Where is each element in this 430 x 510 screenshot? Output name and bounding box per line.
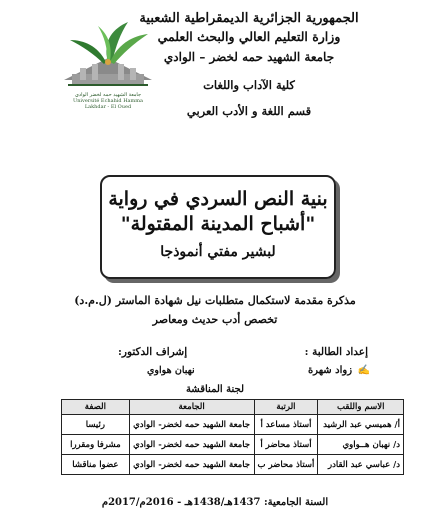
- pen-icon: ✍: [357, 365, 370, 376]
- table-row: [62, 435, 404, 455]
- jury-university: جامعة الشهيد حمه لخضر- الوادي: [129, 435, 254, 455]
- republic-title: الجمهورية الجزائرية الديمقراطية الشعبية: [139, 11, 359, 26]
- committee-label: لجنة المناقشة: [185, 384, 245, 395]
- jury-university: جامعة الشهيد حمه لخضر- الوادي: [129, 455, 254, 475]
- jury-name: د/ عباسي عبد القادر: [318, 455, 404, 475]
- jury-rank: أستاذ مساعد أ: [254, 415, 318, 435]
- table-header-row: [62, 400, 404, 415]
- supervisor-name: نهبان هواوي: [147, 365, 195, 376]
- logo-caption-ar: جامعة الشهيد حمه لخضر الوادي: [74, 92, 142, 98]
- header-university: الجامعة: [129, 400, 254, 415]
- thesis-title-box: [100, 175, 336, 279]
- faculty-title: كلية الآداب واللغات: [203, 78, 295, 92]
- thesis-title-line2: "أشباح المدينة المقتولة": [120, 213, 316, 235]
- student: [308, 365, 370, 376]
- prepared-by-label: إعداد الطالبة :: [304, 346, 368, 358]
- jury-name: د/ نهبان هــواوي: [318, 435, 404, 455]
- department-title: قسم اللغة و الأدب العربي: [186, 104, 312, 118]
- specialty: تخصص أدب حديث ومعاصر: [152, 313, 278, 326]
- table-row: [62, 415, 404, 435]
- student-name: زواد شهرة: [307, 365, 353, 376]
- jury-rank: أستاذ محاضر ب: [254, 455, 318, 475]
- supervisor-label: إشراف الدكتور:: [118, 346, 188, 358]
- jury-role: مشرفا ومقررا: [62, 435, 130, 455]
- jury-table: [61, 399, 404, 475]
- table-row: [62, 455, 404, 475]
- thesis-note: مذكرة مقدمة لاستكمال متطلبات نيل شهادة الماستر (ل.م.د): [74, 294, 356, 307]
- ministry-title: وزارة التعليم العالي والبحث العلمي: [157, 29, 341, 44]
- jury-role: عضوا مناقشا: [62, 455, 130, 475]
- university-logo-icon: [58, 18, 158, 96]
- jury-rank: أستاذ محاضر أ: [254, 435, 318, 455]
- header-role: الصفة: [62, 400, 130, 415]
- logo-caption-en: Université Echahid Hamma Lakhdar - El Oued: [73, 98, 143, 110]
- thesis-title-line3: لبشير مفتي أنموذجا: [160, 244, 276, 260]
- header-name: الاسم واللقب: [318, 400, 404, 415]
- jury-role: رئيسا: [62, 415, 130, 435]
- university-title: جامعة الشهيد حمه لخضر – الوادي: [163, 50, 335, 64]
- jury-name: أ/ هميسي عبد الرشيد: [318, 415, 404, 435]
- jury-university: جامعة الشهيد حمه لخضر- الوادي: [129, 415, 254, 435]
- academic-year: السنة الجامعية: 1437هـ/1438هـ - 2016م/2017م: [101, 497, 329, 508]
- header-rank: الرتبة: [254, 400, 318, 415]
- thesis-title-line1: بنية النص السردي في رواية: [108, 188, 328, 210]
- institution-header: [124, 10, 374, 120]
- logo-caption: [62, 92, 154, 110]
